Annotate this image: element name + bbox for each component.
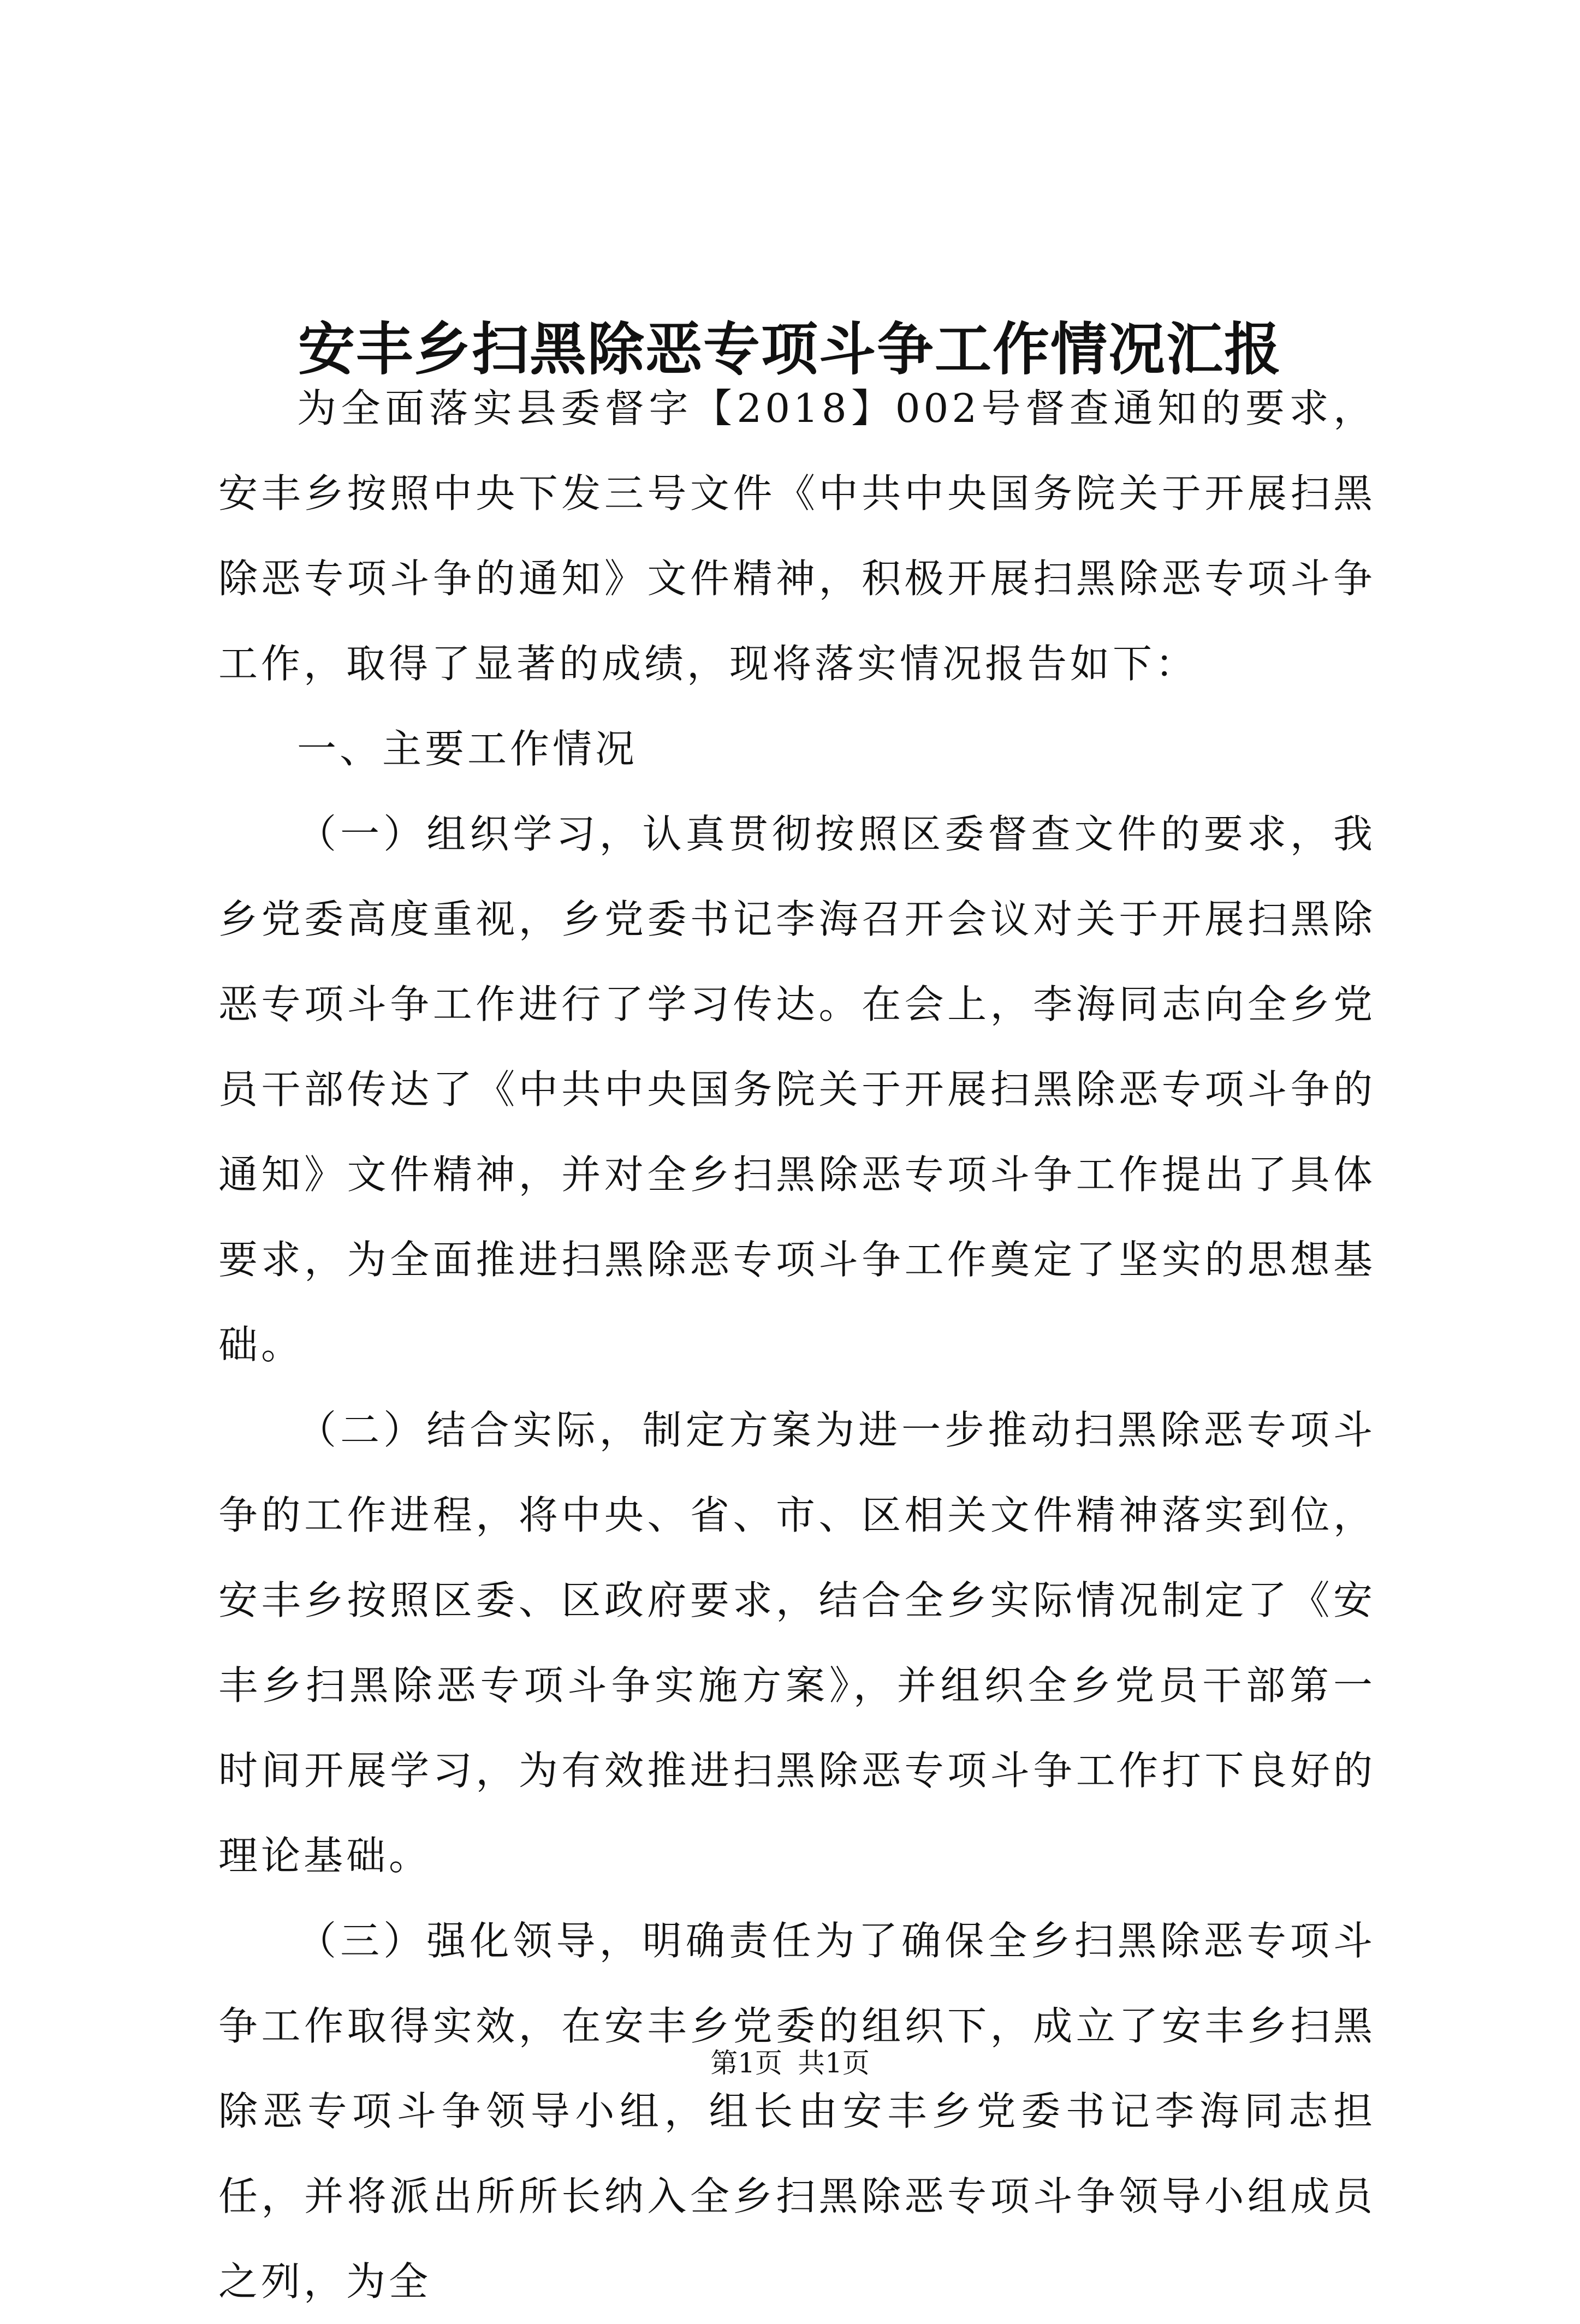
page-number-current: 第1页 (710, 2047, 783, 2079)
paragraph-study: （一）组织学习，认真贯彻按照区委督查文件的要求，我乡党委高度重视，乡党委书记李海召开会议对关于开展扫黑除恶专项斗争工作进行了学习传达。在会上，李海同志向全乡党员干部传达了《中共中央国务院关于开展扫黑除恶专项斗争的通知》文件精神，并对全乡扫黑除恶专项斗争工作提出了具体要求，为全面推进扫黑除恶专项斗争工作奠定了坚实的思想基础。 (218, 811, 1376, 1368)
paragraph-intro: 为全面落实县委督字【2018】002号督查通知的要求，安丰乡按照中央下发三号文件《中共中央国务院关于开展扫黑除恶专项斗争的通知》文件精神，积极开展扫黑除恶专项斗争工作，取得了显著的成绩，现将落实情况报告如下： (218, 385, 1376, 687)
document-body (218, 366, 1376, 2324)
document-title: 安丰乡扫黑除恶专项斗争工作情况汇报 (298, 315, 1282, 383)
page-number-total: 共1页 (797, 2047, 870, 2079)
page-footer (0, 2044, 1580, 2082)
paragraph-leadership: （三）强化领导，明确责任为了确保全乡扫黑除恶专项斗争工作取得实效，在安丰乡党委的组织下，成立了安丰乡扫黑除恶专项斗争领导小组，组长由安丰乡党委书记李海同志担任，并将派出所所长纳入全乡扫黑除恶专项斗争领导小组成员之列，为全 (218, 1918, 1376, 2304)
section-heading-main-work: 一、主要工作情况 (297, 726, 638, 772)
paragraph-plan: （二）结合实际，制定方案为进一步推动扫黑除恶专项斗争的工作进程，将中央、省、市、区相关文件精神落实到位，安丰乡按照区委、区政府要求，结合全乡实际情况制定了《安丰乡扫黑除恶专项斗争实施方案》，并组织全乡党员干部第一时间开展学习，为有效推进扫黑除恶专项斗争工作打下良好的理论基础。 (218, 1407, 1376, 1879)
